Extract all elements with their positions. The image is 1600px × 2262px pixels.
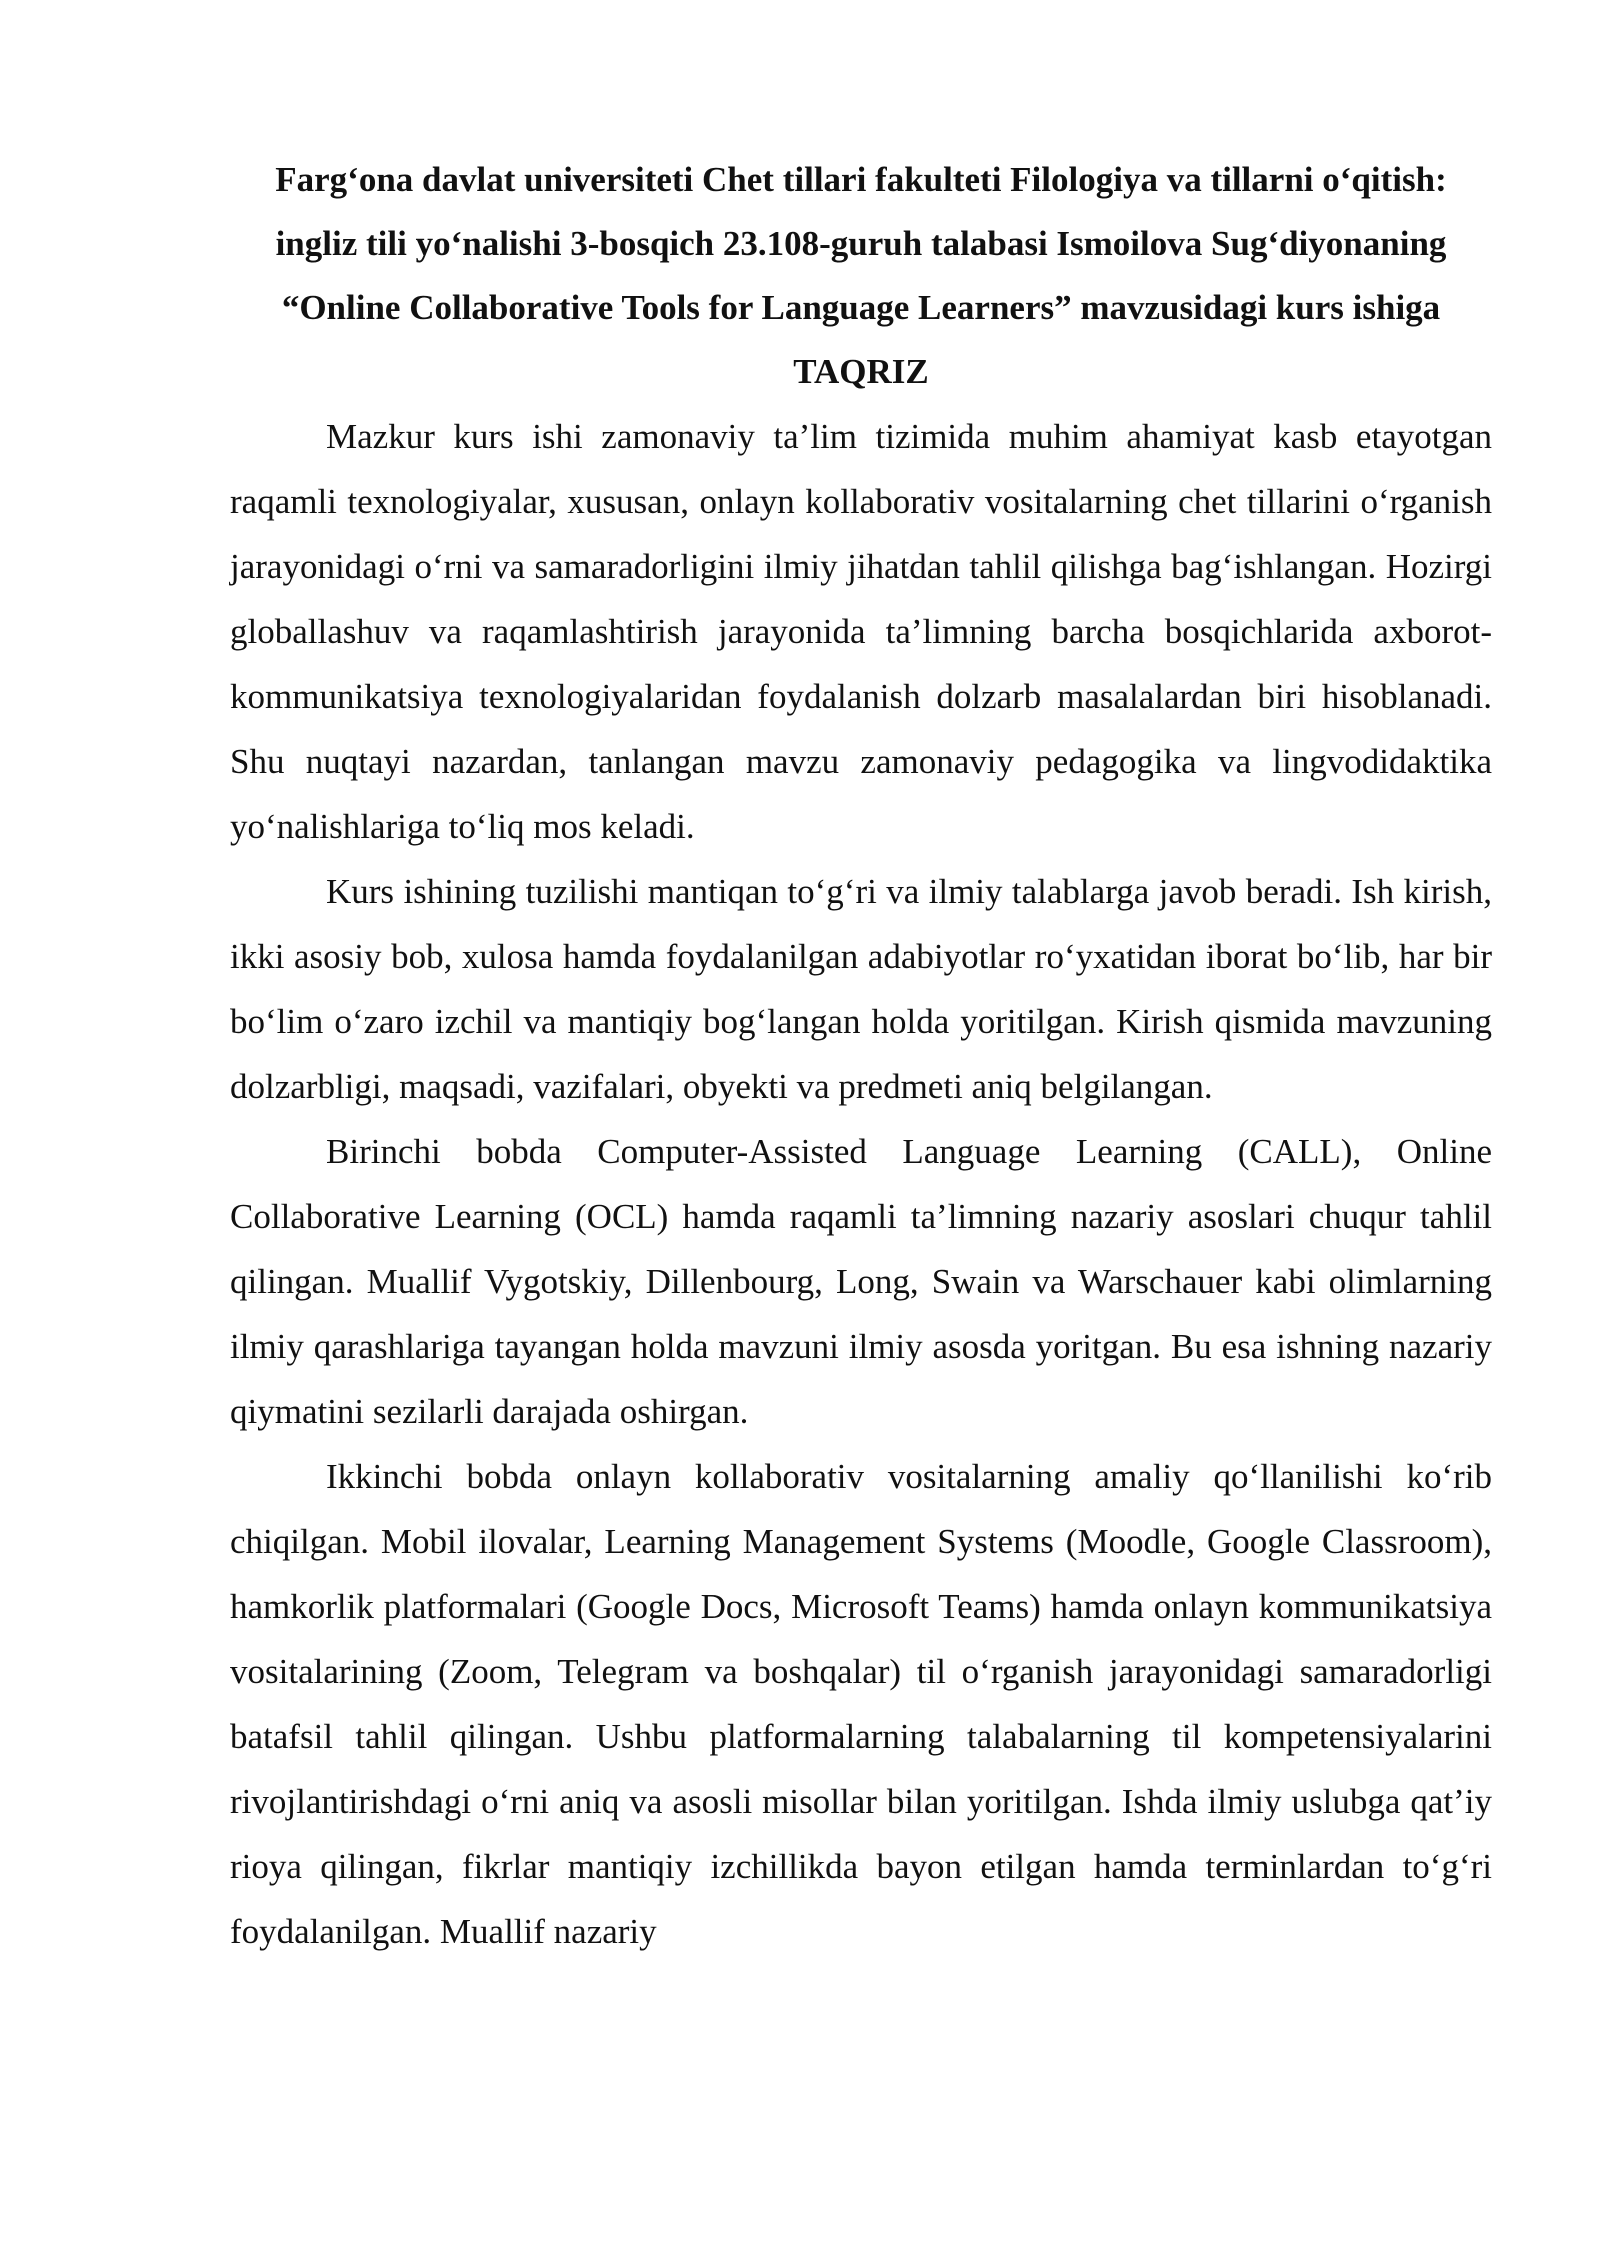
paragraph-structure: Kurs ishining tuzilishi mantiqan to‘g‘ri va ilmiy talablarga javob beradi. Ish kirish, ikki asosiy bob, xulosa hamda foydalanilgan adabiyotlar ro‘yxatidan iborat bo‘lib, har bir bo‘lim o‘zaro izchil va mantiqiy bog‘langan holda yoritilgan. Kirish qismida mavzuning dolzarbligi, maqsadi, vazifalari, obyekti va predmeti aniq belgilangan. [230, 872, 1492, 1106]
paragraph-intro: Mazkur kurs ishi zamonaviy ta’lim tizimida muhim ahamiyat kasb etayotgan raqamli texnologiyalar, xususan, onlayn kollaborativ vositalarning chet tillarini o‘rganish jarayonidagi o‘rni va samaradorligini ilmiy jihatdan tahlil qilishga bag‘ishlangan. Hozirgi globallashuv va raqamlashtirish jarayonida ta’limning barcha bosqichlarida axborot-kommunikatsiya texnologiyalaridan foydalanish dolzarb masalalardan biri hisoblanadi. Shu nuqtayi nazardan, tanlangan mavzu zamonaviy pedagogika va lingvodidaktika yo‘nalishlariga to‘liq mos keladi. [230, 417, 1492, 846]
review-title: TAQRIZ [793, 352, 929, 391]
paragraph-chapter-two: Ikkinchi bobda onlayn kollaborativ vositalarning amaliy qo‘llanilishi ko‘rib chiqilgan. Mobil ilovalar, Learning Management Systems (Moodle, Google Classroom), hamkorlik platformalari (Google Docs, Microsoft Teams) hamda onlayn kommunikatsiya vositalarining (Zoom, Telegram va boshqalar) til o‘rganish jarayonidagi samaradorligi batafsil tahlil qilingan. Ushbu platformalarning talabalarning til kompetensiyalarini rivojlantirishdagi o‘rni aniq va asosli misollar bilan yoritilgan. Ishda ilmiy uslubga qat’iy rioya qilingan, fikrlar mantiqiy izchillikda bayon etilgan hamda terminlardan to‘g‘ri foydalanilgan. Muallif nazariy [230, 1457, 1492, 1951]
document-body [230, 148, 1492, 1964]
document-heading: Farg‘ona davlat universiteti Chet tillari fakulteti Filologiya va tillarni o‘qitish: ingliz tili yo‘nalishi 3-bosqich 23.108-guruh talabasi Ismoilova Sug‘diyonaning “Online Collaborative Tools for Language Learners” mavzusidagi kurs ishiga [275, 160, 1447, 327]
paragraph-chapter-one: Birinchi bobda Computer-Assisted Language Learning (CALL), Online Collaborative Learning (OCL) hamda raqamli ta’limning nazariy asoslari chuqur tahlil qilingan. Muallif Vygotskiy, Dillenbourg, Long, Swain va Warschauer kabi olimlarning ilmiy qarashlariga tayangan holda mavzuni ilmiy asosda yoritgan. Bu esa ishning nazariy qiymatini sezilarli darajada oshirgan. [230, 1132, 1492, 1431]
